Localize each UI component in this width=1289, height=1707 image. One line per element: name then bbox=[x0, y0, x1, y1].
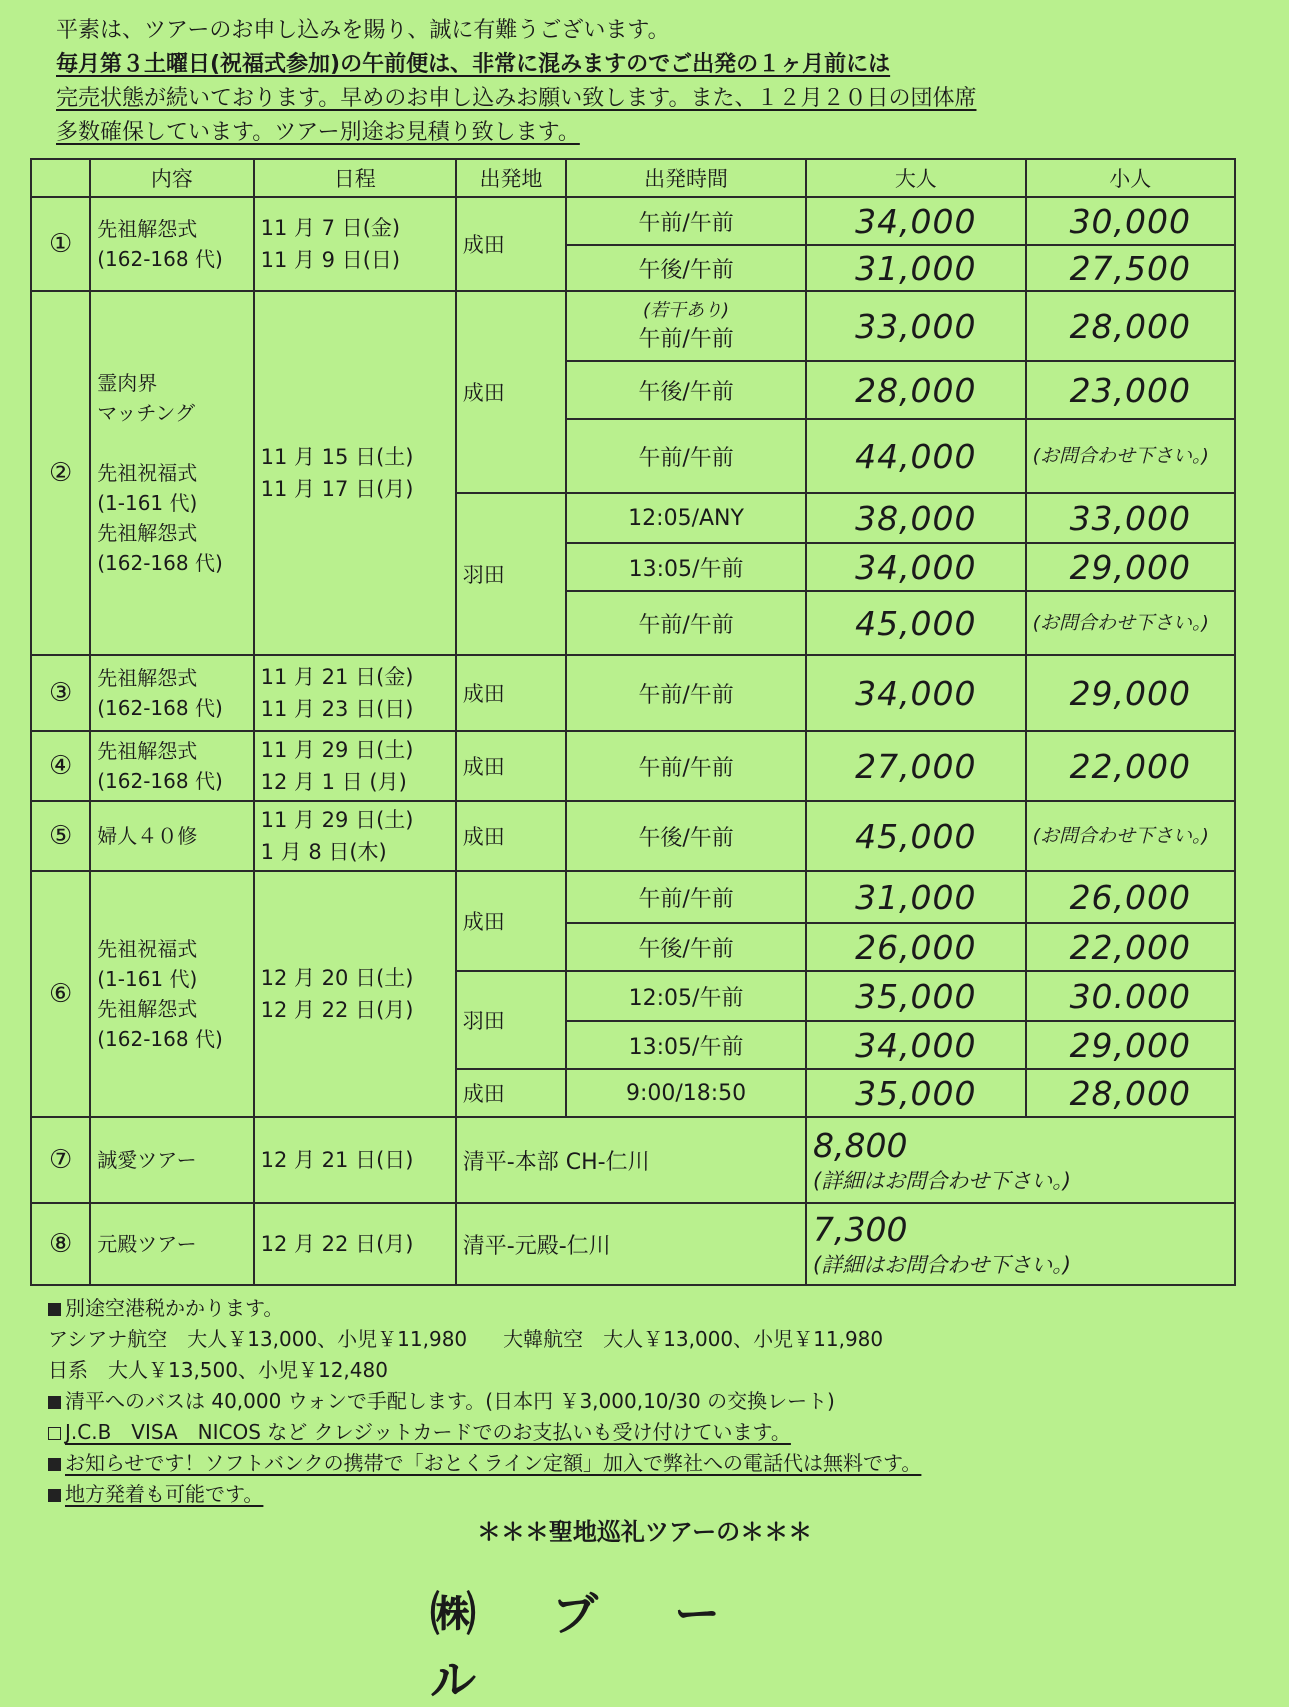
tour-number: ② bbox=[31, 291, 90, 655]
date-line: 11 月 21 日(金) bbox=[260, 665, 414, 689]
tour-price-table bbox=[30, 158, 1236, 1286]
header-adult: 大人 bbox=[806, 159, 1026, 197]
content-line: (162-168 代) bbox=[97, 696, 223, 720]
bullet-square-icon bbox=[48, 1303, 61, 1316]
tour-number: ④ bbox=[31, 731, 90, 801]
intro-line-1: 平素は、ツアーのお申し込みを賜り、誠に有難うございます。 bbox=[56, 18, 670, 43]
content-line: (162-168 代) bbox=[97, 769, 223, 793]
departure-time: 午前/午前 bbox=[566, 731, 806, 801]
bullet-square-icon bbox=[48, 1489, 61, 1502]
note-bus bbox=[48, 1386, 1248, 1417]
departure-city: 成田 bbox=[456, 871, 566, 971]
tour-route: 清平-元殿-仁川 bbox=[456, 1203, 806, 1285]
child-price: 33,000 bbox=[1026, 493, 1235, 543]
tour-price-detail bbox=[806, 1203, 1235, 1285]
adult-price: 45,000 bbox=[806, 591, 1026, 655]
note-text: アシアナ航空 大人￥13,000、小児￥11,980 bbox=[48, 1327, 468, 1351]
tour-content: 婦人４０修 bbox=[90, 801, 253, 871]
note-local bbox=[48, 1479, 1248, 1510]
date-line: 12 月 1 日 (月) bbox=[260, 770, 407, 794]
tour-content bbox=[90, 731, 253, 801]
header-departure: 出発地 bbox=[456, 159, 566, 197]
departure-city: 羽田 bbox=[456, 971, 566, 1069]
table-row bbox=[31, 731, 1235, 801]
child-price: 29,000 bbox=[1026, 543, 1235, 591]
note-text: 日系 大人￥13,500、小児￥12,480 bbox=[48, 1358, 388, 1382]
header-schedule: 日程 bbox=[254, 159, 456, 197]
intro-line-2: 毎月第３土曜日(祝福式参加)の午前便は、非常に混みますのでご出発の１ヶ月前には bbox=[56, 52, 891, 77]
tour-dates bbox=[254, 871, 456, 1117]
time-label: 午前/午前 bbox=[638, 326, 734, 352]
content-line: マッチング bbox=[97, 401, 196, 425]
note-airline-fees bbox=[48, 1324, 1248, 1355]
note-airport-tax bbox=[48, 1293, 1248, 1324]
date-line: 11 月 15 日(土) bbox=[260, 445, 414, 469]
tour-price: 8,800 bbox=[813, 1126, 908, 1165]
bullet-square-icon bbox=[48, 1396, 61, 1409]
departure-time: 13:05/午前 bbox=[566, 1021, 806, 1069]
child-price: 30.000 bbox=[1026, 971, 1235, 1021]
tour-price-detail bbox=[806, 1117, 1235, 1203]
table-header-row bbox=[31, 159, 1235, 197]
departure-time: 午前/午前 bbox=[566, 655, 806, 731]
child-price: 22,000 bbox=[1026, 731, 1235, 801]
departure-city: 羽田 bbox=[456, 493, 566, 655]
note-japan-fee bbox=[48, 1355, 1248, 1386]
content-line: 先祖解怨式 bbox=[97, 997, 198, 1021]
content-line: 先祖祝福式 bbox=[97, 937, 198, 961]
departure-city: 成田 bbox=[456, 801, 566, 871]
table-row bbox=[31, 801, 1235, 871]
adult-price: 35,000 bbox=[806, 1069, 1026, 1117]
content-line: 先祖解怨式 bbox=[97, 521, 198, 545]
departure-time: 午後/午前 bbox=[566, 923, 806, 971]
content-line: 先祖祝福式 bbox=[97, 461, 198, 485]
date-line: 12 月 20 日(土) bbox=[260, 966, 414, 990]
content-line: (162-168 代) bbox=[97, 1027, 223, 1051]
adult-price: 31,000 bbox=[806, 871, 1026, 923]
content-spacer bbox=[97, 428, 246, 458]
adult-price: 35,000 bbox=[806, 971, 1026, 1021]
table-row bbox=[31, 655, 1235, 731]
adult-price: 45,000 bbox=[806, 801, 1026, 871]
table-row bbox=[31, 871, 1235, 923]
header-time: 出発時間 bbox=[566, 159, 806, 197]
child-price: 22,000 bbox=[1026, 923, 1235, 971]
departure-city: 成田 bbox=[456, 291, 566, 493]
content-line: (1-161 代) bbox=[97, 491, 198, 515]
tour-dates bbox=[254, 731, 456, 801]
notes-section bbox=[48, 1293, 1248, 1510]
date-line: 11 月 17 日(月) bbox=[260, 477, 414, 501]
availability-note: (若干あり) bbox=[643, 299, 730, 321]
tour-content bbox=[90, 197, 253, 291]
tour-number: ⑧ bbox=[31, 1203, 90, 1285]
note-text: 清平へのバスは 40,000 ウォンで手配します。(日本円 ￥3,000,10/30 の交換レート) bbox=[65, 1389, 835, 1413]
date-line: 11 月 7 日(金) bbox=[260, 216, 401, 240]
departure-time: 午後/午前 bbox=[566, 245, 806, 291]
inquiry-note: (詳細はお問合わせ下さい。) bbox=[813, 1169, 1071, 1193]
table-row bbox=[31, 1117, 1235, 1203]
tour-content: 元殿ツアー bbox=[90, 1203, 253, 1285]
content-line: (1-161 代) bbox=[97, 967, 198, 991]
adult-price: 31,000 bbox=[806, 245, 1026, 291]
date-line: 11 月 9 日(日) bbox=[260, 248, 401, 272]
tour-number: ⑤ bbox=[31, 801, 90, 871]
content-line: 先祖解怨式 bbox=[97, 739, 198, 763]
departure-time: 午前/午前 bbox=[566, 871, 806, 923]
tour-number: ⑥ bbox=[31, 871, 90, 1117]
departure-time: 9:00/18:50 bbox=[566, 1069, 806, 1117]
inquiry-note: (詳細はお問合わせ下さい。) bbox=[813, 1253, 1071, 1277]
note-text: 地方発着も可能です。 bbox=[65, 1482, 264, 1506]
departure-time: 午前/午前 bbox=[566, 419, 806, 493]
child-price: 23,000 bbox=[1026, 361, 1235, 419]
child-price: 27,500 bbox=[1026, 245, 1235, 291]
child-price: 28,000 bbox=[1026, 1069, 1235, 1117]
child-price: 28,000 bbox=[1026, 291, 1235, 361]
departure-time bbox=[566, 291, 806, 361]
child-price: 30,000 bbox=[1026, 197, 1235, 245]
header-child: 小人 bbox=[1026, 159, 1235, 197]
tour-price: 7,300 bbox=[813, 1210, 908, 1249]
bullet-square-icon bbox=[48, 1458, 61, 1471]
date-line: 11 月 23 日(日) bbox=[260, 697, 414, 721]
departure-time: 午後/午前 bbox=[566, 361, 806, 419]
intro-text bbox=[56, 14, 1256, 150]
header-content: 内容 bbox=[90, 159, 253, 197]
adult-price: 27,000 bbox=[806, 731, 1026, 801]
child-price-inquiry: (お問合わせ下さい。) bbox=[1026, 801, 1235, 871]
adult-price: 34,000 bbox=[806, 1021, 1026, 1069]
tour-route: 清平-本部 CH-仁川 bbox=[456, 1117, 806, 1203]
adult-price: 34,000 bbox=[806, 543, 1026, 591]
departure-city: 成田 bbox=[456, 655, 566, 731]
intro-line-4: 多数確保しています。ツアー別途お見積り致します。 bbox=[56, 120, 580, 145]
departure-city: 成田 bbox=[456, 1069, 566, 1117]
departure-time: 12:05/ANY bbox=[566, 493, 806, 543]
child-price: 29,000 bbox=[1026, 1021, 1235, 1069]
date-line: 1 月 8 日(木) bbox=[260, 840, 387, 864]
table-row bbox=[31, 197, 1235, 245]
adult-price: 38,000 bbox=[806, 493, 1026, 543]
content-line: (162-168 代) bbox=[97, 247, 223, 271]
footer-title: ＊＊＊聖地巡礼ツアーの＊＊＊ bbox=[476, 1518, 813, 1546]
tour-number: ⑦ bbox=[31, 1117, 90, 1203]
departure-time: 午前/午前 bbox=[566, 591, 806, 655]
footer-company-name bbox=[430, 1560, 850, 1707]
adult-price: 44,000 bbox=[806, 419, 1026, 493]
content-line: 先祖解怨式 bbox=[97, 666, 198, 690]
intro-line-3: 完売状態が続いております。早めのお申し込みお願い致します。また、１２月２０日の団体席 bbox=[56, 86, 977, 111]
tour-dates bbox=[254, 197, 456, 291]
content-line: 霊肉界 bbox=[97, 371, 158, 395]
departure-city: 成田 bbox=[456, 197, 566, 291]
date-line: 11 月 29 日(土) bbox=[260, 808, 414, 832]
adult-price: 26,000 bbox=[806, 923, 1026, 971]
tour-dates bbox=[254, 655, 456, 731]
content-line: 先祖解怨式 bbox=[97, 217, 198, 241]
tour-number: ① bbox=[31, 197, 90, 291]
note-text: J.C.B VISA NICOS など クレジットカードでのお支払いも受け付けています。 bbox=[65, 1420, 791, 1444]
note-text: 別途空港税かかります。 bbox=[65, 1296, 284, 1320]
note-text: お知らせです！ソフトバンクの携帯で「おとくライン定額」加入で弊社への電話代は無料です。 bbox=[65, 1451, 922, 1475]
departure-time: 12:05/午前 bbox=[566, 971, 806, 1021]
tour-number: ③ bbox=[31, 655, 90, 731]
adult-price: 34,000 bbox=[806, 197, 1026, 245]
departure-time: 午前/午前 bbox=[566, 197, 806, 245]
company-name-cut: ㈱ ブ ー ル bbox=[430, 1587, 751, 1707]
tour-content bbox=[90, 655, 253, 731]
child-price-inquiry: (お問合わせ下さい。) bbox=[1026, 591, 1235, 655]
adult-price: 34,000 bbox=[806, 655, 1026, 731]
note-card bbox=[48, 1417, 1248, 1448]
departure-time: 13:05/午前 bbox=[566, 543, 806, 591]
departure-city: 成田 bbox=[456, 731, 566, 801]
table-row bbox=[31, 1203, 1235, 1285]
table-row bbox=[31, 291, 1235, 361]
tour-content bbox=[90, 291, 253, 655]
child-price: 26,000 bbox=[1026, 871, 1235, 923]
header-blank bbox=[31, 159, 90, 197]
checkbox-square-icon bbox=[48, 1427, 61, 1440]
departure-time: 午後/午前 bbox=[566, 801, 806, 871]
date-line: 11 月 29 日(土) bbox=[260, 738, 414, 762]
child-price-inquiry: (お問合わせ下さい。) bbox=[1026, 419, 1235, 493]
tour-dates: 12 月 21 日(日) bbox=[254, 1117, 456, 1203]
note-text: 大韓航空 大人￥13,000、小児￥11,980 bbox=[503, 1327, 884, 1351]
date-line: 12 月 22 日(月) bbox=[260, 998, 414, 1022]
note-softbank bbox=[48, 1448, 1248, 1479]
adult-price: 28,000 bbox=[806, 361, 1026, 419]
tour-dates bbox=[254, 801, 456, 871]
tour-content bbox=[90, 871, 253, 1117]
adult-price: 33,000 bbox=[806, 291, 1026, 361]
tour-content: 誠愛ツアー bbox=[90, 1117, 253, 1203]
child-price: 29,000 bbox=[1026, 655, 1235, 731]
tour-dates bbox=[254, 291, 456, 655]
content-line: (162-168 代) bbox=[97, 551, 223, 575]
tour-dates: 12 月 22 日(月) bbox=[254, 1203, 456, 1285]
